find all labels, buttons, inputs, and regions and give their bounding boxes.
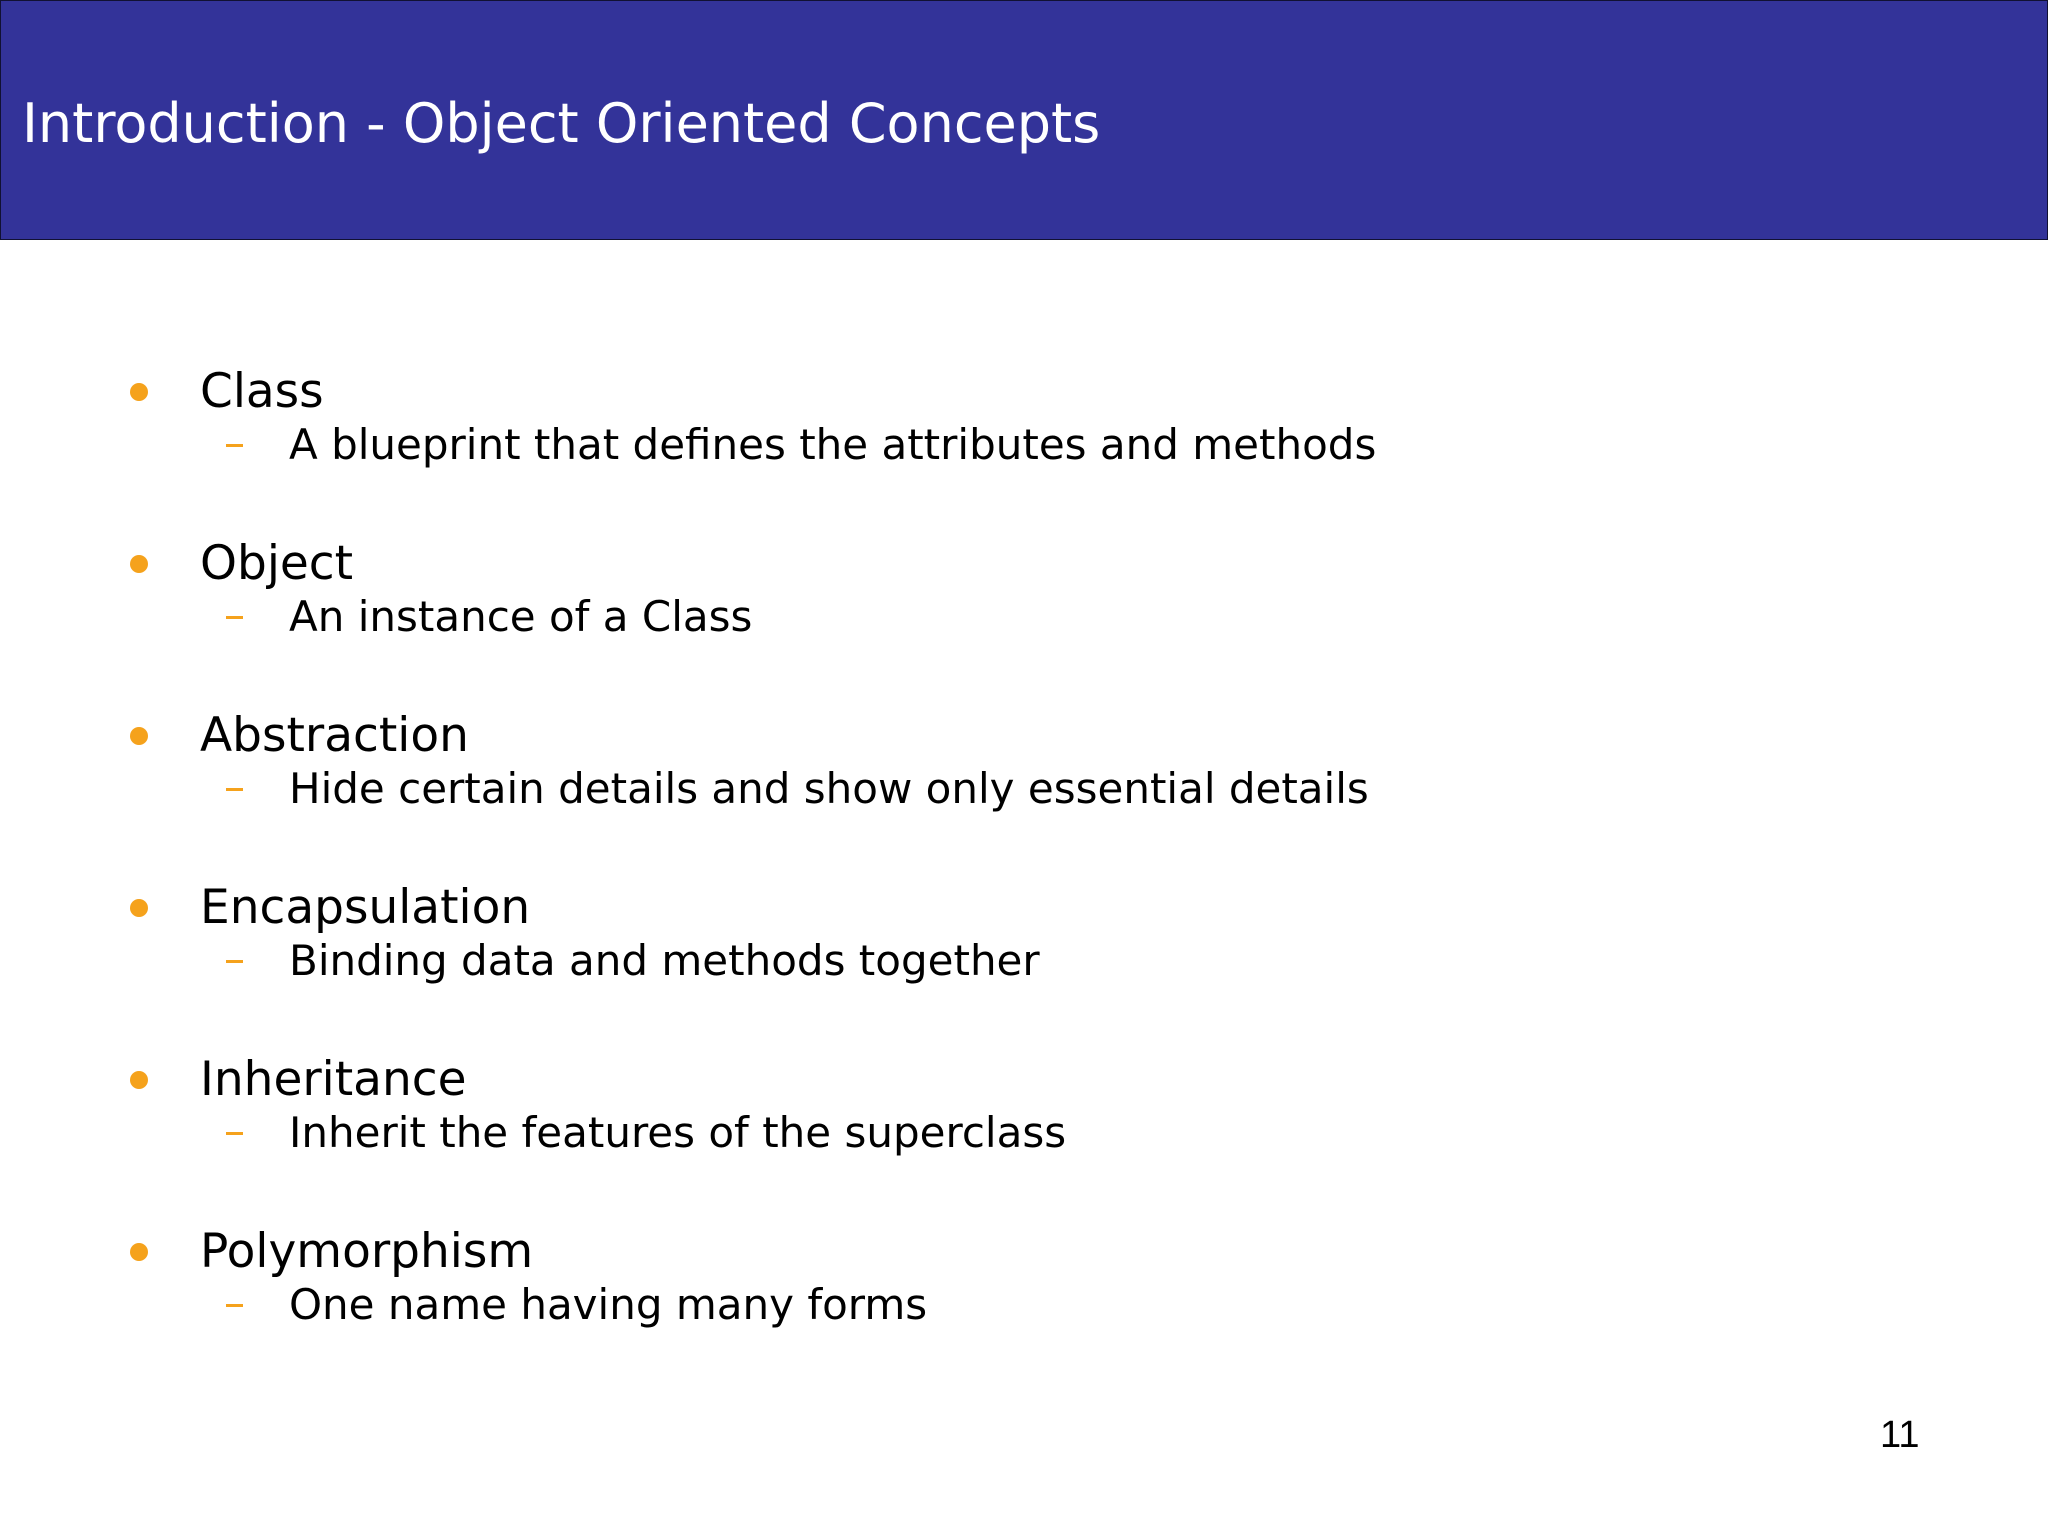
concept-term: Inheritance [200, 1052, 467, 1107]
concept-item-abstraction [0, 705, 2048, 855]
concept-item-object [0, 533, 2048, 683]
bullet-dot-icon [130, 1071, 148, 1089]
concept-term: Class [200, 364, 324, 419]
concept-definition: Inherit the features of the superclass [289, 1108, 1067, 1157]
bullet-dot-icon [130, 899, 148, 917]
concept-item-inheritance [0, 1049, 2048, 1199]
bullet-dot-icon [130, 1243, 148, 1261]
concept-definition: One name having many forms [289, 1280, 928, 1329]
concept-definition: A blueprint that defines the attributes and methods [289, 420, 1377, 469]
bullet-dot-icon [130, 555, 148, 573]
dash-icon [226, 960, 243, 963]
dash-icon [226, 444, 243, 447]
concept-definition: An instance of a Class [289, 592, 753, 641]
concept-term: Object [200, 536, 354, 591]
concept-item-encapsulation [0, 877, 2048, 1027]
concept-definition: Binding data and methods together [289, 936, 1040, 985]
bullet-dot-icon [130, 727, 148, 745]
dash-icon [226, 788, 243, 791]
concept-item-class [0, 361, 2048, 511]
dash-icon [226, 1304, 243, 1307]
dash-icon [226, 616, 243, 619]
concept-term: Abstraction [200, 708, 469, 763]
concept-term: Polymorphism [200, 1224, 534, 1279]
page-number: 11 [1880, 1414, 1920, 1456]
concept-term: Encapsulation [200, 880, 531, 935]
slide-title: Introduction - Object Oriented Concepts [22, 92, 1101, 155]
bullet-dot-icon [130, 383, 148, 401]
concept-item-polymorphism [0, 1221, 2048, 1371]
concept-definition: Hide certain details and show only essential details [289, 764, 1369, 813]
dash-icon [226, 1132, 243, 1135]
